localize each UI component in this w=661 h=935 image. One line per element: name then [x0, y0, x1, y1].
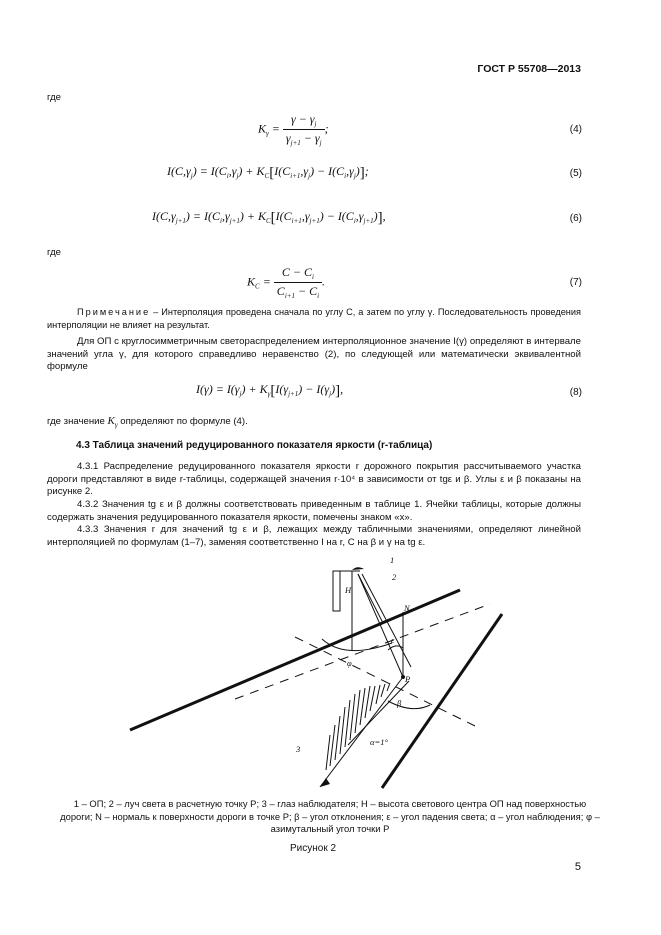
where-label: где	[47, 92, 62, 103]
luminaire-icon	[352, 567, 364, 570]
section-title: 4.3 Таблица значений редуцированного показателя яркости (r-таблица)	[76, 440, 433, 451]
formula-8: $I(\gamma) = I(\gamma_j) + K_\gamma[I(\gamma_{j+1}) - I(\gamma_j)]$,	[196, 382, 344, 399]
formula-7: $K_C$ = $\frac{C - C_i}{C_{i+1} - C_i}$ .	[247, 265, 326, 300]
formula-6: $I(C,\gamma_{j+1}) = I(C_i,\gamma_{j+1}) + K_C[I(C_{i+1},\gamma_{j+1}) - I(C_i,\gamma_{j+1})]$,	[152, 209, 386, 226]
label-N: N	[404, 603, 410, 613]
page-number: 5	[574, 861, 581, 873]
light-ray	[358, 574, 403, 677]
label-beta: β	[397, 698, 402, 708]
figure-title: Рисунок 2	[290, 843, 337, 854]
label-phi: φ	[347, 658, 352, 668]
formula-5: $I(C,\gamma_j) = I(C_i,\gamma_j) + K_C[I(C_{i+1},\gamma_j) - I(C_i,\gamma_j)]$;	[167, 164, 369, 181]
label-alpha: α=1°	[370, 737, 388, 747]
pole	[333, 571, 340, 611]
where-label-2: где	[47, 247, 62, 258]
formula-6-number: (6)	[569, 213, 582, 224]
where-formula-ref: где значение $K_\gamma$ определяют по формуле (4).	[47, 415, 248, 429]
formula-4-number: (4)	[569, 124, 582, 135]
formula-7-number: (7)	[569, 277, 582, 288]
hatched-area	[326, 683, 390, 770]
label-1: 1	[390, 555, 395, 565]
dashed-line-upper	[295, 637, 475, 726]
label-P: P	[405, 674, 411, 684]
label-2: 2	[392, 572, 397, 582]
formula-5-number: (5)	[569, 168, 582, 179]
note: Примечание – Интерполяция проведена сначала по углу C, а затем по углу γ. Последовательность проведения интерполяции не влияет на результат.	[47, 307, 581, 330]
label-H: H	[345, 585, 352, 595]
observer-eye-icon	[320, 778, 330, 787]
label-3: 3	[296, 744, 301, 754]
note-label: Примечание	[77, 307, 151, 317]
label-epsilon: ε	[391, 635, 395, 645]
formula-8-number: (8)	[569, 387, 582, 398]
paragraph-4-3-3: 4.3.3 Значения r для значений tg ε и β, лежащих между табличными значениями, определяют линейной интерполяцией по формулам (1–7), заменяя соответственно I на r, C на β и γ на tg ε.	[47, 524, 581, 548]
paragraph-4-3-1: 4.3.1 Распределение редуцированного показателя яркости r дорожного покрытия рассчитываемого участка дороги представляют в виде r-таблицы, содержащей значения r·10⁴ в зависимости от tgε и β. Углы ε и β показаны на рисунке 2.	[47, 461, 581, 497]
formula-4: $K_\gamma$ = $\frac{\gamma - \gamma_j}{\gamma_{j+1} - \gamma_j}$ ;	[258, 112, 329, 147]
figure-caption: 1 – ОП; 2 – луч света в расчетную точку P; 3 – глаз наблюдателя; H – высота светового центра ОП над поверхностью дороги; N – нормаль к поверхности дороги в точке P; β – угол отклонения; ε – угол падения света; α – угол наблюдения; φ – азимутальный угол точки P	[60, 798, 600, 834]
observation-line	[320, 677, 403, 787]
paragraph-interpolation: Для ОП с круглосимметричным светораспределением интерполяционное значение I(γ) определяют в интервале значений угла γ, для которого справедливо неравенство (2), по следующей или математически эквивалентной формуле	[47, 336, 581, 372]
standard-header: ГОСТ Р 55708—2013	[477, 63, 581, 75]
paragraph-4-3-2: 4.3.2 Значения tg ε и β должны соответствовать приведенным в таблице 1. Ячейки таблицы, которые должны содержать значения редуцированного показателя яркости, помечены знаком «x».	[47, 499, 581, 523]
